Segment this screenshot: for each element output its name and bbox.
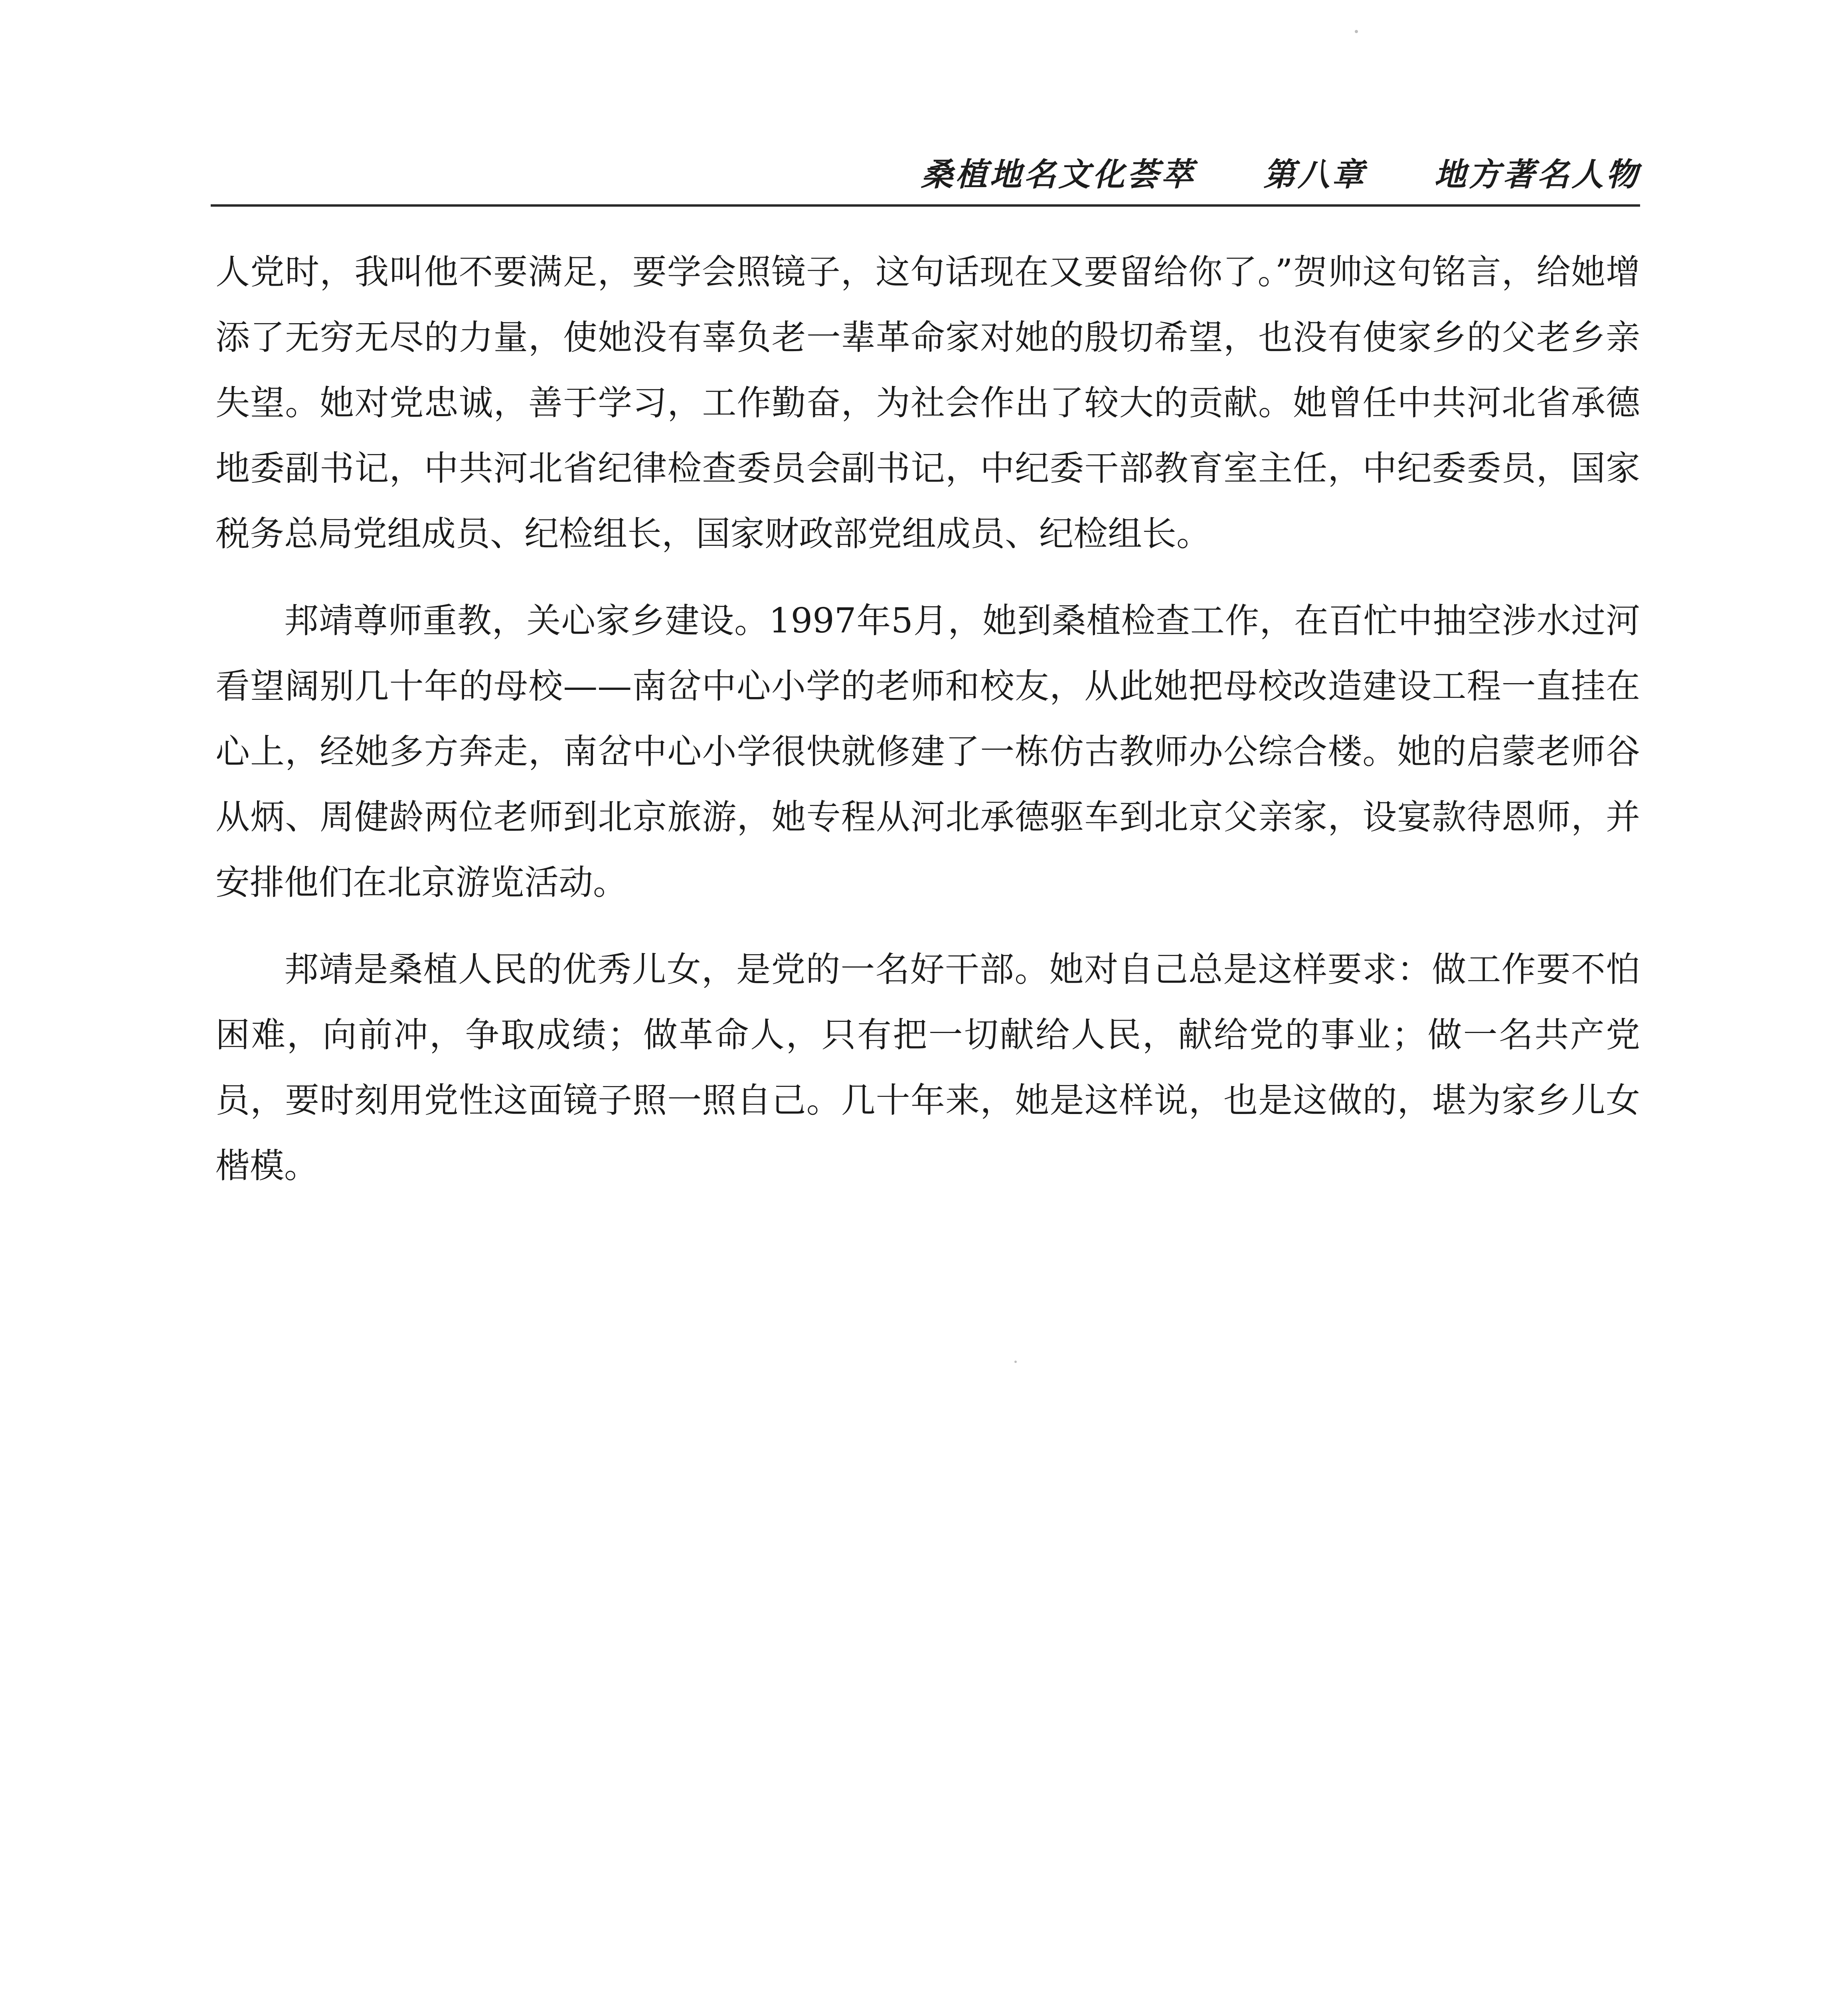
scan-speck (1355, 30, 1358, 33)
running-header (215, 144, 1640, 200)
body-text (215, 239, 1640, 1220)
header-chapter: 第八章 (1263, 156, 1366, 193)
header-book-title: 桑植地名文化荟萃 (921, 156, 1196, 193)
header-section: 地方著名人物 (1434, 156, 1640, 193)
paragraph-continued: 人党时，我叫他不要满足，要学会照镜子，这句话现在又要留给你了。”贺帅这句铭言，给她增添了无穷无尽的力量，使她没有辜负老一辈革命家对她的殷切希望，也没有使家乡的父老乡亲失望。她对党忠诚，善于学习，工作勤奋，为社会作出了较大的贡献。她曾任中共河北省承德地委副书记，中共河北省纪律检查委员会副书记，中纪委干部教育室主任，中纪委委员，国家税务总局党组成员、纪检组长，国家财政部党组成员、纪检组长。 (215, 252, 1640, 554)
header-rule (211, 204, 1640, 207)
paragraph: 邦靖是桑植人民的优秀儿女，是党的一名好干部。她对自己总是这样要求：做工作要不怕困难，向前冲，争取成绩；做革命人，只有把一切献给人民，献给党的事业；做一名共产党员，要时刻用党性这面镜子照一照自己。几十年来，她是这样说，也是这做的，堪为家乡儿女楷模。 (215, 950, 1640, 1186)
paragraph: 邦靖尊师重教，关心家乡建设。1997年5月，她到桑植检查工作，在百忙中抽空涉水过河看望阔别几十年的母校——南岔中心小学的老师和校友，从此她把母校改造建设工程一直挂在心上，经她多方奔走，南岔中心小学很快就修建了一栋仿古教师办公综合楼。她的启蒙老师谷从炳、周健龄两位老师到北京旅游，她专程从河北承德驱车到北京父亲家，设宴款待恩师，并安排他们在北京游览活动。 (215, 601, 1640, 903)
scan-speck (1014, 1361, 1017, 1363)
